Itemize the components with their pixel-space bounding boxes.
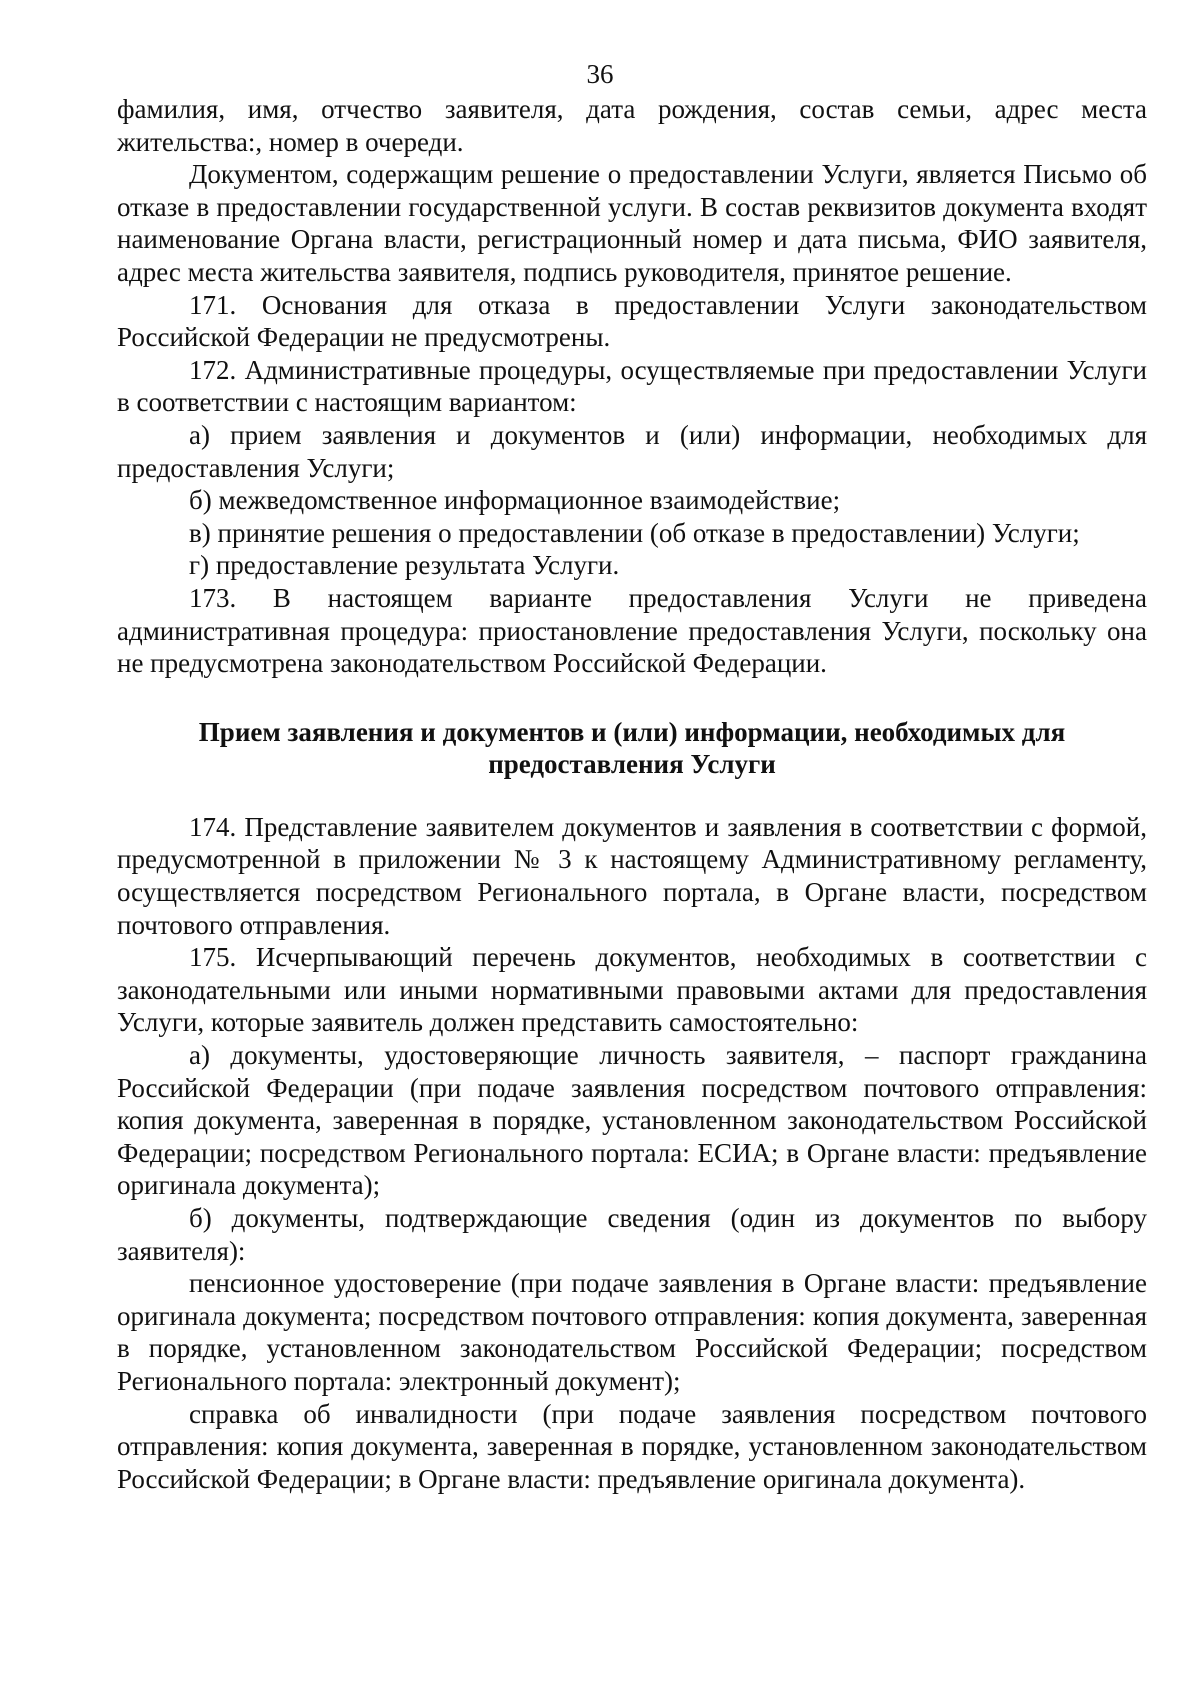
list-item-a-documents: а) документы, удостоверяющие личность заявителя, – паспорт гражданина Российской Федерации (при подаче заявления посредством почтового отправления: копия документа, заверенная в порядке, установленном законодательством Российской Федерации; посредством Регионального портала: ЕСИА; в Органе власти: предъявление оригинала документа); [117,1040,1147,1201]
paragraph-171: 171. Основания для отказа в предоставлении Услуги законодательством Российской Федерации не предусмотрены. [117,289,1147,353]
page-number: 36 [586,59,614,89]
paragraph: фамилия, имя, отчество заявителя, дата рождения, состав семьи, адрес места жительства:, номер в очереди. [117,94,1147,157]
pension-certificate-item: пенсионное удостоверение (при подаче заявления в Органе власти: предъявление оригинала документа; посредством почтового отправления: копия документа, заверенная в порядке, установленном законодательством Российской Федерации; посредством Регионального портала: электронный документ); [117,1268,1147,1396]
section-heading: Прием заявления и документов и (или) информации, необходимых для предоставления Услуги [198,716,1066,780]
paragraph-174: 174. Представление заявителем документов и заявления в соответствии с формой, предусмотренной в приложении № 3 к настоящему Административному регламенту, осуществляется посредством Регионального портала, в Органе власти, посредством почтового отправления. [117,811,1147,940]
list-item-a: а) прием заявления и документов и (или) информации, необходимых для предоставления Услуги; [117,419,1147,483]
document-body [117,93,1147,1495]
list-item-v: в) принятие решения о предоставлении (об отказе в предоставлении) Услуги; [189,517,1080,548]
list-item-b-documents: б) документы, подтверждающие сведения (один из документов по выбору заявителя): [117,1203,1147,1266]
list-item-g: г) предоставление результата Услуги. [189,550,620,581]
paragraph: Документом, содержащим решение о предоставлении Услуги, является Письмо об отказе в предоставлении государственной услуги. В состав реквизитов документа входят наименование Органа власти, регистрационный номер и дата письма, ФИО заявителя, адрес места жительства заявителя, подпись руководителя, принятое решение. [117,159,1147,287]
paragraph-173: 173. В настоящем варианте предоставления Услуги не приведена административная процедура: приостановление предоставления Услуги, поскольку она не предусмотрена законодательством Российской Федерации. [117,582,1147,679]
paragraph-175: 175. Исчерпывающий перечень документов, необходимых в соответствии с законодательными или иными нормативными правовыми актами для предоставления Услуги, которые заявитель должен представить самостоятельно: [117,942,1147,1038]
paragraph-172: 172. Административные процедуры, осуществляемые при предоставлении Услуги в соответствии с настоящим вариантом: [117,354,1147,418]
disability-certificate-item: справка об инвалидности (при подаче заявления посредством почтового отправления: копия документа, заверенная в порядке, установленном законодательством Российской Федерации; в Органе власти: предъявление оригинала документа). [117,1398,1147,1494]
list-item-b: б) межведомственное информационное взаимодействие; [189,485,841,516]
